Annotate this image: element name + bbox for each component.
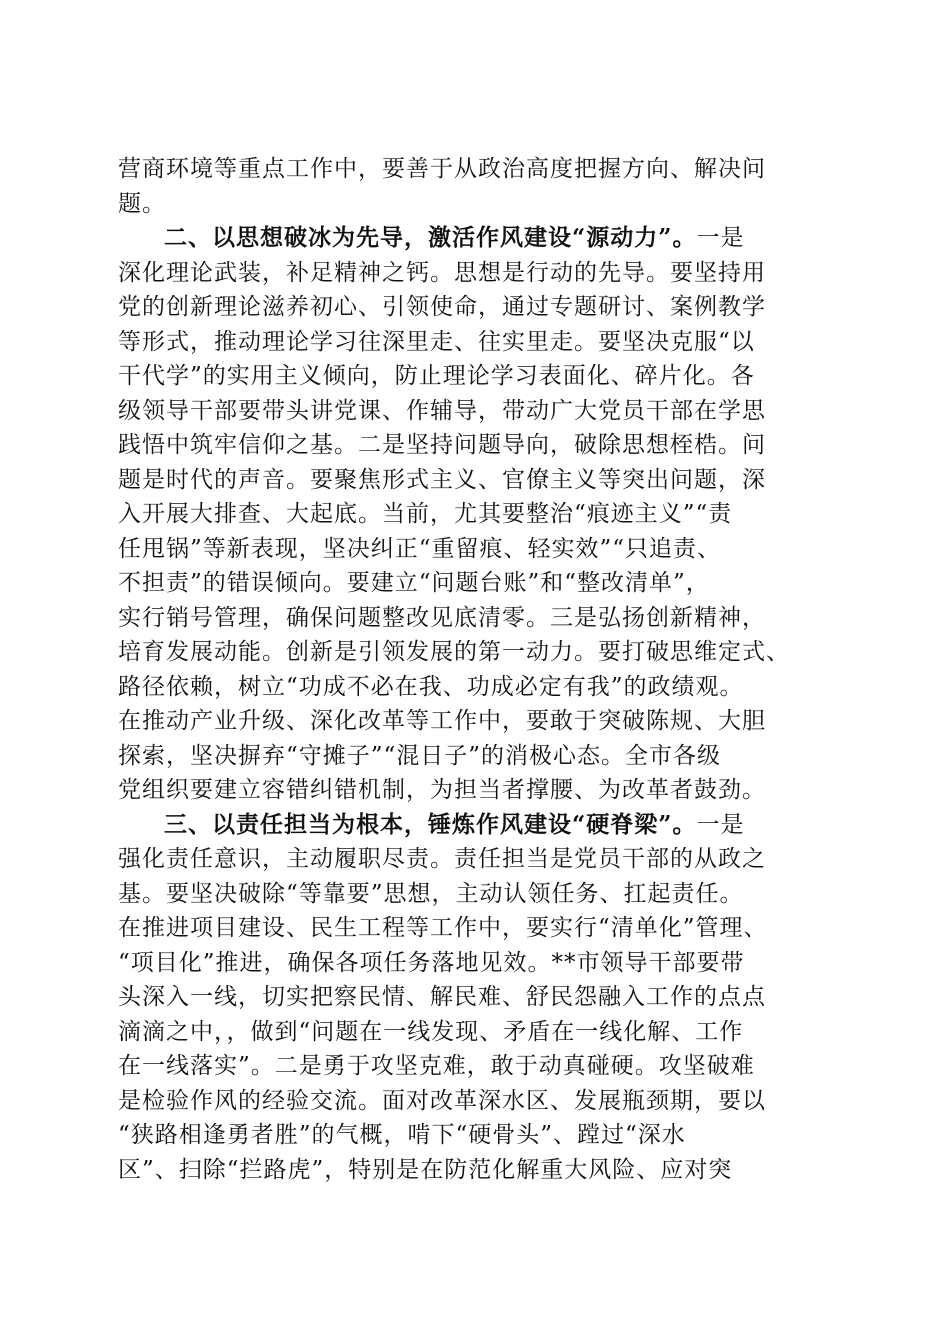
document-body-text	[118, 152, 826, 1187]
paragraph-text: 入开展大排查、大起底。当前，尤其要整治“痕迹主义”“责	[118, 501, 733, 527]
paragraph-text: 滴滴之中，，做到“问题在一线发现、矛盾在一线化解、工作	[118, 1018, 744, 1045]
section-heading-line	[118, 808, 826, 843]
text-line	[118, 670, 826, 705]
paragraph-text: 任甩锅”等新表现，坚决纠正“重留痕、轻实效”“只追责、	[118, 535, 722, 562]
text-line	[118, 635, 826, 670]
text-line	[118, 290, 826, 325]
paragraph-text: 在推动产业升级、深化改革等工作中，要敢于突破陈规、大胆	[118, 708, 766, 734]
paragraph-text: 是检验作风的经验交流。面对改革深水区、发展瓶颈期，要以	[118, 1087, 766, 1114]
text-line	[118, 1118, 826, 1153]
paragraph-text: 干代学”的实用主义倾向，防止理论学习表面化、碎片化。各	[118, 363, 755, 389]
text-line	[118, 359, 826, 394]
text-line	[118, 1153, 826, 1188]
text-line	[118, 877, 826, 912]
paragraph-text: 践悟中筑牢信仰之基。二是坚持问题导向，破除思想桎梏。问	[118, 432, 766, 458]
paragraph-text: 强化责任意识，主动履职尽责。责任担当是党员干部的从政之	[118, 846, 766, 872]
text-line	[118, 842, 826, 877]
paragraph-text: 实行销号管理，确保问题整改见底清零。三是弘扬创新精神，	[118, 604, 766, 631]
text-line	[118, 1049, 826, 1084]
paragraph-text: 一是	[696, 811, 745, 838]
text-line	[118, 980, 826, 1015]
paragraph-text: 头深入一线，切实把察民情、解民难、舒民怨融入工作的点点	[118, 984, 766, 1010]
paragraph-text: 路径依赖，树立“功成不必在我、功成必定有我”的政绩观。	[118, 673, 744, 700]
paragraph-text: 题。	[118, 190, 166, 217]
paragraph-text: 基。要坚决破除“等靠要”思想，主动认领任务、扛起责任。	[118, 880, 744, 907]
section-heading: 三、以责任担当为根本，锤炼作风建设“硬脊梁”。	[164, 810, 697, 838]
paragraph-text: 营商环境等重点工作中，要善于从政治高度把握方向、解决问	[118, 156, 766, 182]
section-heading: 二、以思想破冰为先导，激活作风建设“源动力”。	[164, 224, 697, 251]
text-line	[118, 601, 826, 636]
text-line	[118, 773, 826, 808]
section-heading-line	[118, 221, 826, 256]
text-line	[118, 566, 826, 601]
text-line	[118, 739, 826, 774]
paragraph-text: 培育发展动能。创新是引领发展的第一动力。要打破思维定式、	[118, 639, 790, 665]
text-line	[118, 256, 826, 291]
paragraph-text: 在一线落实”。二是勇于攻坚克难，敢于动真碰硬。攻坚破难	[118, 1053, 755, 1079]
text-line	[118, 187, 826, 222]
text-line	[118, 497, 826, 532]
text-line	[118, 1084, 826, 1119]
paragraph-text: 在推进项目建设、民生工程等工作中，要实行“清单化”管理、	[118, 915, 768, 941]
text-line	[118, 911, 826, 946]
paragraph-text: 一是	[696, 225, 745, 251]
paragraph-text: “狭路相逢勇者胜”的气概，啃下“硬骨头”、蹚过“深水	[118, 1122, 686, 1148]
paragraph-text: 深化理论武装，补足精神之钙。思想是行动的先导。要坚持用	[118, 259, 766, 286]
text-line	[118, 325, 826, 360]
paragraph-text: “项目化”推进，确保各项任务落地见效。**市领导干部要带	[118, 949, 745, 976]
paragraph-text: 党的创新理论滋养初心、引领使命，通过专题研讨、案例教学	[118, 294, 766, 320]
text-line	[118, 704, 826, 739]
paragraph-text: 区”、扫除“拦路虎”，特别是在防范化解重大风险、应对突	[118, 1156, 733, 1183]
paragraph-text: 题是时代的声音。要聚焦形式主义、官僚主义等突出问题，深	[118, 466, 766, 493]
text-line	[118, 1015, 826, 1050]
paragraph-text: 级领导干部要带头讲党课、作辅导，带动广大党员干部在学思	[118, 397, 766, 424]
paragraph-text: 不担责”的错误倾向。要建立“问题台账”和“整改清单”，	[118, 570, 710, 596]
text-line	[118, 532, 826, 567]
text-line	[118, 152, 826, 187]
text-line	[118, 946, 826, 981]
paragraph-text: 探索，坚决摒弃“守摊子”“混日子”的消极心态。全市各级	[118, 742, 722, 769]
text-line	[118, 428, 826, 463]
paragraph-text: 党组织要建立容错纠错机制，为担当者撑腰、为改革者鼓劲。	[118, 777, 766, 803]
text-line	[118, 463, 826, 498]
paragraph-text: 等形式，推动理论学习往深里走、往实里走。要坚决克服“以	[118, 328, 755, 355]
text-line	[118, 394, 826, 429]
